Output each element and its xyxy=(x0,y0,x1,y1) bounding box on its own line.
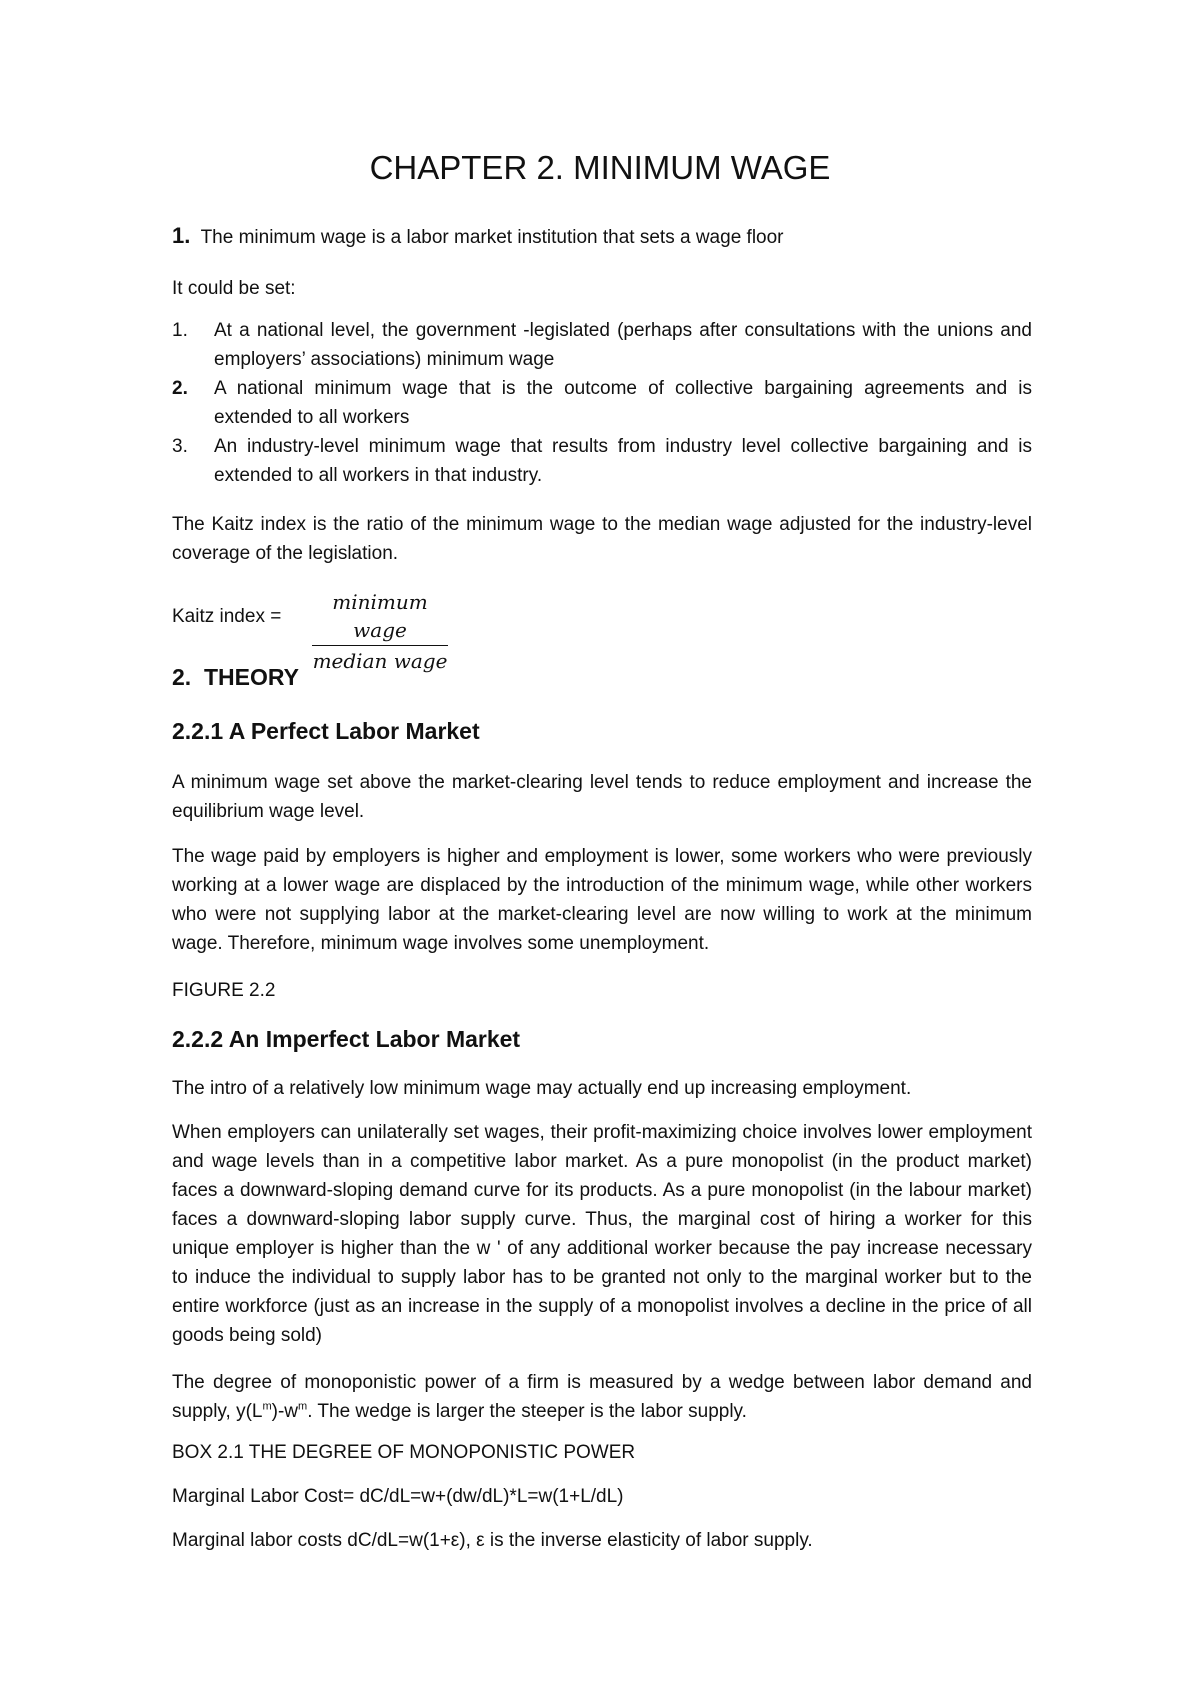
theory-heading xyxy=(172,662,299,692)
theory-number: 2. xyxy=(172,664,192,690)
setting-options-list xyxy=(172,316,1032,490)
list-item-number: 3. xyxy=(172,436,188,457)
marginal-labor-cost-formula: Marginal Labor Cost= dC/dL=w+(dw/dL)*L=w(1+L/dL) xyxy=(172,1486,624,1507)
wedge-text-a: The degree of monoponistic power of a firm is measured by a wedge between labor demand and supply, y(L xyxy=(172,1372,1032,1422)
list-item xyxy=(172,432,1032,490)
list-item-text: A national minimum wage that is the outcome of collective bargaining agreements and is extended to all workers xyxy=(214,378,1032,428)
intro-statement xyxy=(172,221,784,252)
fraction-denominator: median wage xyxy=(312,649,448,673)
wedge-text-b: )-w xyxy=(271,1401,299,1422)
theory-title: THEORY xyxy=(203,664,299,690)
imperfect-market-heading: 2.2.2 An Imperfect Labor Market xyxy=(172,1026,521,1052)
list-item-number: 2. xyxy=(172,378,188,399)
figure-reference: FIGURE 2.2 xyxy=(172,980,276,1001)
imperfect-paragraph-1: The intro of a relatively low minimum wage may actually end up increasing employment. xyxy=(172,1078,912,1099)
marginal-labor-cost-elasticity: Marginal labor costs dC/dL=w(1+ε), ε is the inverse elasticity of labor supply. xyxy=(172,1530,813,1551)
perfect-market-heading: 2.2.1 A Perfect Labor Market xyxy=(172,718,480,744)
list-item xyxy=(172,374,1032,432)
box-title: BOX 2.1 THE DEGREE OF MONOPONISTIC POWER xyxy=(172,1442,636,1463)
perfect-paragraph-1: A minimum wage set above the market-clearing level tends to reduce employment and increase the equilibrium wage level. xyxy=(172,772,1032,822)
fraction-bar xyxy=(312,645,448,646)
could-be-set-label: It could be set: xyxy=(172,278,296,299)
fraction-numerator: minimum wage xyxy=(332,590,428,642)
kaitz-fraction xyxy=(312,588,448,675)
wedge-text-c: . The wedge is larger the steeper is the labor supply. xyxy=(307,1401,747,1422)
intro-text: The minimum wage is a labor market institution that sets a wage floor xyxy=(200,227,784,248)
kaitz-definition: The Kaitz index is the ratio of the minimum wage to the median wage adjusted for the industry-level coverage of the legislation. xyxy=(172,514,1032,564)
perfect-paragraph-2: The wage paid by employers is higher and employment is lower, some workers who were previously working at a lower wage are displaced by the introduction of the minimum wage, while other workers who were not supplying labor at the market-clearing level are now willing to work at the minimum wage. Therefore, minimum wage involves some unemployment. xyxy=(172,846,1032,954)
kaitz-label: Kaitz index = xyxy=(172,606,282,627)
list-item-text: At a national level, the government -legislated (perhaps after consultations with the unions and employers’ associations) minimum wage xyxy=(214,320,1032,370)
intro-number: 1. xyxy=(172,223,191,248)
imperfect-paragraph-2: When employers can unilaterally set wages, their profit-maximizing choice involves lower employment and wage levels than in a competitive labor market. As a pure monopolist (in the product market) faces a downward-sloping demand curve for its products. As a pure monopolist (in the labour market) faces a downward-sloping labor supply curve. Thus, the marginal cost of hiring a worker for this unique employer is higher than the w ' of any additional worker because the pay increase necessary to induce the individual to supply labor has to be granted not only to the marginal worker but to the entire workforce (just as an increase in the supply of a monopolist involves a decline in the price of all goods being sold) xyxy=(172,1122,1032,1346)
chapter-title: CHAPTER 2. MINIMUM WAGE xyxy=(369,149,831,186)
list-item xyxy=(172,316,1032,374)
list-item-number: 1. xyxy=(172,320,188,341)
wedge-superscript-2: m xyxy=(298,1400,308,1413)
wedge-superscript-1: m xyxy=(262,1400,272,1413)
list-item-text: An industry-level minimum wage that results from industry level collective bargaining and is extended to all workers in that industry. xyxy=(214,436,1032,486)
monopsony-wedge-paragraph xyxy=(172,1368,1032,1426)
